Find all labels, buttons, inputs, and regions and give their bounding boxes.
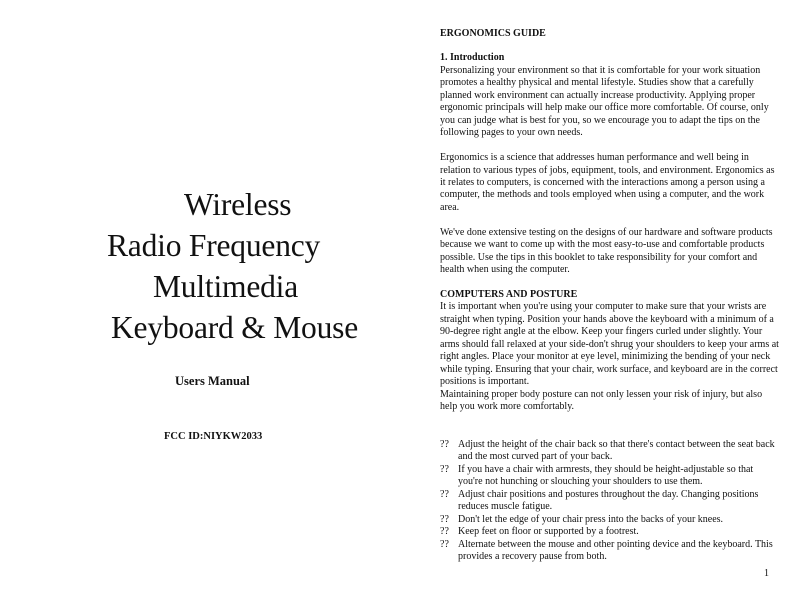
product-title-line-3: Multimedia	[153, 269, 298, 304]
posture-paragraph-1: It is important when you're using your computer to make sure that your wrists are straight when typing. Position your hands above the keyboard with a minimum of a 90-degree right angle at the elbow. Keep your fingers curled under slightly. Your arms should fall relaxed at your side-don't shrug your shoulders to keep your arms at right angles. Place your monitor at eye level, minimizing the bending of your neck while typing. Ensuring that your chair, work surface, and keyboard are in the correct positions is important.	[440, 301, 779, 388]
list-item-text: Keep feet on floor or supported by a footrest.	[458, 526, 639, 538]
bullet-marker: ??	[440, 538, 449, 550]
ergonomics-paragraph: Ergonomics is a science that addresses human performance and well being in relation to various types of jobs, equipment, tools, and environment. Ergonomics as it relates to computers, is concerned with the interactions among a person using a computer, the methods and tools employed when using a computer, and the work area.	[440, 152, 775, 213]
ergonomics-guide-panel	[440, 28, 780, 564]
posture-tips-list	[440, 439, 780, 564]
intro-heading: 1. Introduction	[440, 52, 505, 64]
list-item	[440, 526, 780, 538]
intro-paragraph: Personalizing your environment so that it is comfortable for your work situation promotes a healthy physical and mental lifestyle. Studies show that a carefully planned work environment can actually increase productivity. Applying proper ergonomic principals will help make our office more comfortable. Of course, only you can judge what is best for you, so we encourage you to adapt the tips on the following pages to your own needs.	[440, 64, 769, 139]
list-item	[440, 464, 780, 489]
product-title-line-4: Keyboard & Mouse	[111, 310, 359, 345]
bullet-marker: ??	[440, 463, 449, 475]
product-title-line-2: Radio Frequency	[107, 228, 321, 263]
users-manual-label: Users Manual	[175, 374, 250, 388]
list-item	[440, 539, 780, 564]
guide-title: ERGONOMICS GUIDE	[440, 28, 546, 39]
list-item	[440, 489, 780, 514]
posture-heading: COMPUTERS AND POSTURE	[440, 289, 578, 301]
list-item-text: Adjust the height of the chair back so that there's contact between the seat back and the most curved part of your back.	[458, 438, 775, 463]
bullet-marker: ??	[440, 488, 449, 500]
list-item-text: Don't let the edge of your chair press into the backs of your knees.	[458, 513, 724, 525]
product-title-line-1: Wireless	[184, 187, 292, 222]
posture-paragraph-2: Maintaining proper body posture can not only lessen your risk of injury, but also help you work more comfortably.	[440, 388, 763, 413]
bullet-marker: ??	[440, 438, 449, 450]
list-item	[440, 514, 780, 526]
testing-paragraph: We've done extensive testing on the designs of our hardware and software products because we want to come up with the most easy-to-use and comfortable products possible. Use the tips in this booklet to take responsibility for your comfort and health when using the computer.	[440, 226, 773, 276]
page-number: 1	[764, 568, 769, 579]
bullet-marker: ??	[440, 526, 449, 538]
list-item-text: Adjust chair positions and postures throughout the day. Changing positions reduces muscle fatigue.	[458, 488, 759, 513]
bullet-marker: ??	[440, 513, 449, 525]
list-item	[440, 439, 780, 464]
list-item-text: Alternate between the mouse and other pointing device and the keyboard. This provides a recovery pause from both.	[458, 538, 773, 563]
fcc-id-label: FCC ID:NIYKW2033	[164, 431, 263, 442]
list-item-text: If you have a chair with armrests, they should be height-adjustable so that you're not hunching or slouching your shoulders to use them.	[458, 463, 754, 488]
